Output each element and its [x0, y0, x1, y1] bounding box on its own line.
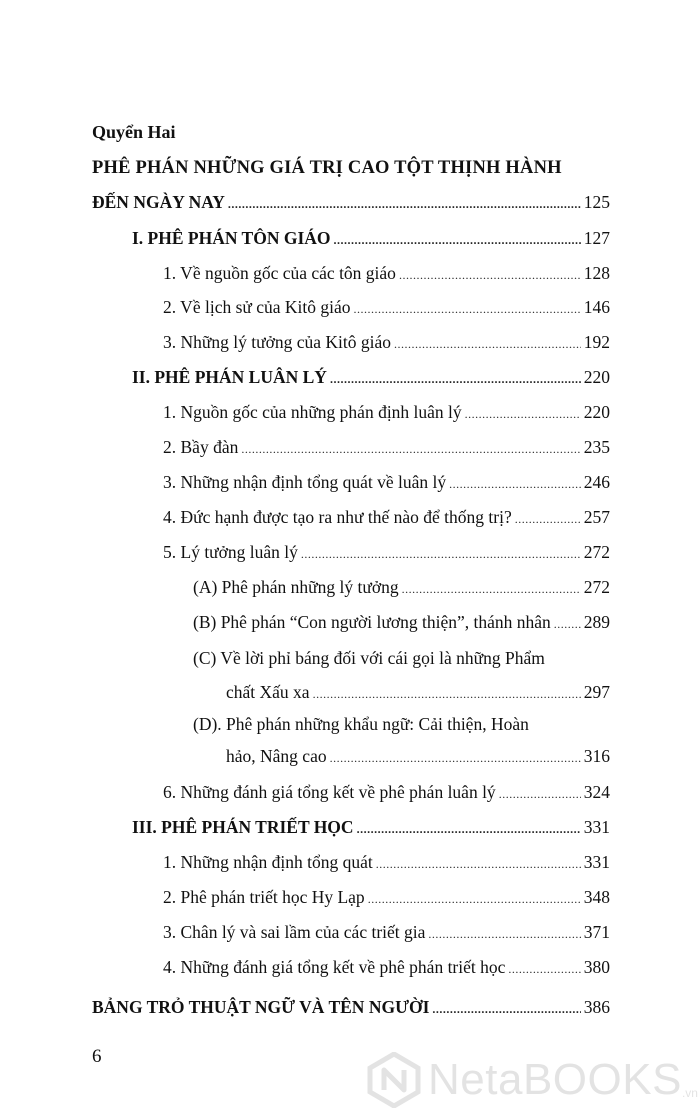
toc-entry-title: 1. Về nguồn gốc của các tôn giáo — [163, 263, 396, 283]
toc-entry-title: 5. Lý tưởng luân lý — [163, 542, 298, 562]
toc-entry-page: 128 — [583, 263, 610, 283]
dot-leader — [554, 617, 581, 632]
dot-leader — [376, 857, 581, 872]
toc-entry-title: 2. Bầy đàn — [163, 437, 239, 457]
toc-entry-title: I. PHÊ PHÁN TÔN GIÁO — [132, 228, 331, 248]
toc-section-2[interactable] — [132, 367, 610, 388]
part-title-line1: PHÊ PHÁN NHỮNG GIÁ TRỊ CAO TỘT THỊNH HÀNH — [92, 158, 562, 178]
toc-entry-page: 220 — [583, 367, 610, 387]
toc-entry-page: 331 — [583, 852, 610, 872]
toc-entry-page: 371 — [583, 922, 610, 942]
toc-entry-title: 3. Những lý tưởng của Kitô giáo — [163, 332, 391, 352]
toc-entry-title: ĐẾN NGÀY NAY — [92, 192, 225, 212]
toc-entry-page: 386 — [583, 997, 610, 1017]
toc-entry-title: 3. Những nhận định tổng quát về luân lý — [163, 472, 447, 492]
toc-entry-part[interactable] — [92, 192, 610, 213]
toc-entry-page: 272 — [583, 542, 610, 562]
toc-entry-title: 3. Chân lý và sai lầm của các triết gia — [163, 922, 426, 942]
toc-entry[interactable] — [163, 263, 610, 284]
watermark-brand: NetaBOOKS — [428, 1055, 682, 1104]
dot-leader — [402, 582, 581, 597]
toc-entry-page: 235 — [583, 437, 610, 457]
dot-leader — [330, 372, 581, 387]
toc-entry[interactable] — [163, 402, 610, 423]
toc-entry[interactable] — [163, 437, 610, 458]
toc-entry-title: chất Xấu xa — [226, 682, 310, 702]
toc-entry-title: (B) Phê phán “Con người lương thiện”, thánh nhân — [193, 612, 551, 632]
toc-entry[interactable] — [163, 887, 610, 908]
toc-entry[interactable] — [163, 782, 610, 803]
dot-leader — [399, 268, 581, 283]
toc-entry-page: 146 — [583, 297, 610, 317]
dot-leader — [313, 687, 581, 702]
toc-entry-page: 316 — [583, 746, 610, 766]
toc-entry-title: 2. Về lịch sử của Kitô giáo — [163, 297, 351, 317]
toc-entry-page: 380 — [583, 957, 610, 977]
toc-entry-title: III. PHÊ PHÁN TRIẾT HỌC — [132, 817, 354, 837]
toc-entry[interactable] — [163, 507, 610, 528]
toc-entry-page: 348 — [583, 887, 610, 907]
toc-subentry[interactable] — [226, 746, 610, 767]
toc-section-1[interactable] — [132, 228, 610, 249]
toc-subentry[interactable] — [193, 612, 610, 633]
toc-entry[interactable] — [163, 957, 610, 978]
dot-leader — [330, 751, 581, 766]
toc-entry-title: 4. Đức hạnh được tạo ra như thế nào để thống trị? — [163, 507, 512, 527]
toc-entry-page: 257 — [583, 507, 610, 527]
toc-subentry-line1[interactable]: (C) Về lời phỉ báng đối với cái gọi là những Phẩm — [193, 648, 545, 668]
dot-leader — [357, 822, 581, 837]
toc-entry-title: (A) Phê phán những lý tưởng — [193, 577, 399, 597]
toc-entry-page: 289 — [583, 612, 610, 632]
page-number: 6 — [92, 1046, 102, 1067]
dot-leader — [241, 442, 580, 457]
toc-entry-title: 1. Nguồn gốc của những phán định luân lý — [163, 402, 462, 422]
dot-leader — [334, 233, 581, 248]
dot-leader — [301, 547, 581, 562]
toc-entry-title: 6. Những đánh giá tổng kết về phê phán luân lý — [163, 782, 496, 802]
toc-entry[interactable] — [163, 472, 610, 493]
dot-leader — [394, 337, 581, 352]
toc-entry-title: BẢNG TRỎ THUẬT NGỮ VÀ TÊN NGƯỜI — [92, 997, 430, 1017]
toc-section-3[interactable] — [132, 817, 610, 838]
dot-leader — [515, 512, 581, 527]
toc-entry-title: 1. Những nhận định tổng quát — [163, 852, 373, 872]
toc-entry-page: 220 — [583, 402, 610, 422]
toc-entry[interactable] — [163, 332, 610, 353]
toc-subentry[interactable] — [226, 682, 610, 703]
toc-entry-page: 331 — [583, 817, 610, 837]
toc-entry-title: 4. Những đánh giá tổng kết về phê phán triết học — [163, 957, 506, 977]
dot-leader — [228, 197, 581, 212]
toc-subentry-line1[interactable]: (D). Phê phán những khẩu ngữ: Cải thiện, Hoàn — [193, 714, 529, 734]
toc-entry[interactable] — [163, 297, 610, 318]
dot-leader — [368, 892, 581, 907]
dot-leader — [428, 927, 580, 942]
toc-entry-page: 127 — [583, 228, 610, 248]
toc-entry[interactable] — [163, 542, 610, 563]
toc-entry-page: 297 — [583, 682, 610, 702]
dot-leader — [465, 407, 581, 422]
book-label: Quyển Hai — [92, 122, 176, 142]
toc-subentry[interactable] — [193, 577, 610, 598]
watermark — [366, 1052, 698, 1108]
toc-glossary[interactable] — [92, 997, 610, 1018]
toc-entry-page: 246 — [583, 472, 610, 492]
toc-entry-page: 324 — [583, 782, 610, 802]
netabooks-logo-icon — [366, 1052, 422, 1108]
toc-entry-page: 192 — [583, 332, 610, 352]
toc-entry-page: 125 — [583, 192, 610, 212]
toc-entry-page: 272 — [583, 577, 610, 597]
dot-leader — [449, 477, 581, 492]
toc-entry[interactable] — [163, 922, 610, 943]
watermark-domain: .vn — [681, 1086, 698, 1100]
toc-entry-title: hảo, Nâng cao — [226, 746, 327, 766]
toc-entry[interactable] — [163, 852, 610, 873]
dot-leader — [354, 302, 581, 317]
dot-leader — [508, 962, 580, 977]
toc-entry-title: 2. Phê phán triết học Hy Lạp — [163, 887, 365, 907]
toc-entry-title: II. PHÊ PHÁN LUÂN LÝ — [132, 367, 327, 387]
dot-leader — [499, 787, 581, 802]
dot-leader — [432, 1002, 580, 1017]
